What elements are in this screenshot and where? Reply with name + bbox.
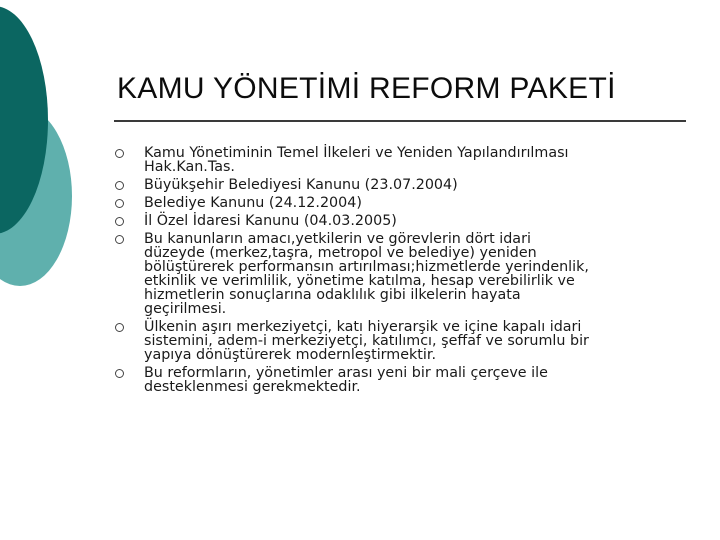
bullet-line: hizmetlerin sonuçlarına odaklılık gibi ilkelerin hayata xyxy=(144,287,521,303)
bullet-item xyxy=(112,178,712,192)
bullet-line: Ülkenin aşırı merkeziyetçi, katı hiyerarşik ve içine kapalı idari xyxy=(144,319,582,335)
bullet-line: Kamu Yönetiminin Temel İlkeleri ve Yeniden Yapılandırılması xyxy=(144,145,569,161)
bullet-list xyxy=(112,146,712,398)
slide-title: KAMU YÖNETİMİ REFORM PAKETİ xyxy=(117,72,616,105)
bullet-line: Bu kanunların amacı,yetkilerin ve görevlerin dört idari xyxy=(144,231,531,247)
bullet-line: yapıya dönüştürerek modernleştirmektir. xyxy=(144,347,436,363)
title-underline xyxy=(114,120,686,122)
bullet-item xyxy=(112,320,712,362)
bullet-line: desteklenmesi gerekmektedir. xyxy=(144,379,361,395)
bullet-line: Belediye Kanunu (24.12.2004) xyxy=(144,195,362,211)
bullet-item xyxy=(112,232,712,316)
bullet-line: etkinlik ve verimlilik, yönetime katılma, hesap verebilirlik ve xyxy=(144,273,575,289)
bullet-circle-icon xyxy=(115,323,124,332)
bullet-line: Bu reformların, yönetimler arası yeni bir mali çerçeve ile xyxy=(144,365,548,381)
bullet-circle-icon xyxy=(115,369,124,378)
bullet-item xyxy=(112,146,712,174)
bullet-item xyxy=(112,214,712,228)
bullet-line: İl Özel İdaresi Kanunu (04.03.2005) xyxy=(144,213,397,229)
bullet-item xyxy=(112,366,712,394)
bullet-line: sistemini, adem-i merkeziyetçi, katılımcı, şeffaf ve sorumlu bir xyxy=(144,333,589,349)
bullet-circle-icon xyxy=(115,181,124,190)
bullet-item xyxy=(112,196,712,210)
bullet-line: bölüştürerek performansın artırılması;hizmetlerde yerindenlik, xyxy=(144,259,589,275)
bullet-line: Hak.Kan.Tas. xyxy=(144,159,235,175)
bullet-circle-icon xyxy=(115,217,124,226)
bullet-circle-icon xyxy=(115,149,124,158)
bullet-line: Büyükşehir Belediyesi Kanunu (23.07.2004) xyxy=(144,177,458,193)
decorative-teal-shapes xyxy=(0,0,120,300)
bullet-line: geçirilmesi. xyxy=(144,301,227,317)
bullet-circle-icon xyxy=(115,235,124,244)
bullet-line: düzeyde (merkez,taşra, metropol ve belediye) yeniden xyxy=(144,245,537,261)
bullet-circle-icon xyxy=(115,199,124,208)
